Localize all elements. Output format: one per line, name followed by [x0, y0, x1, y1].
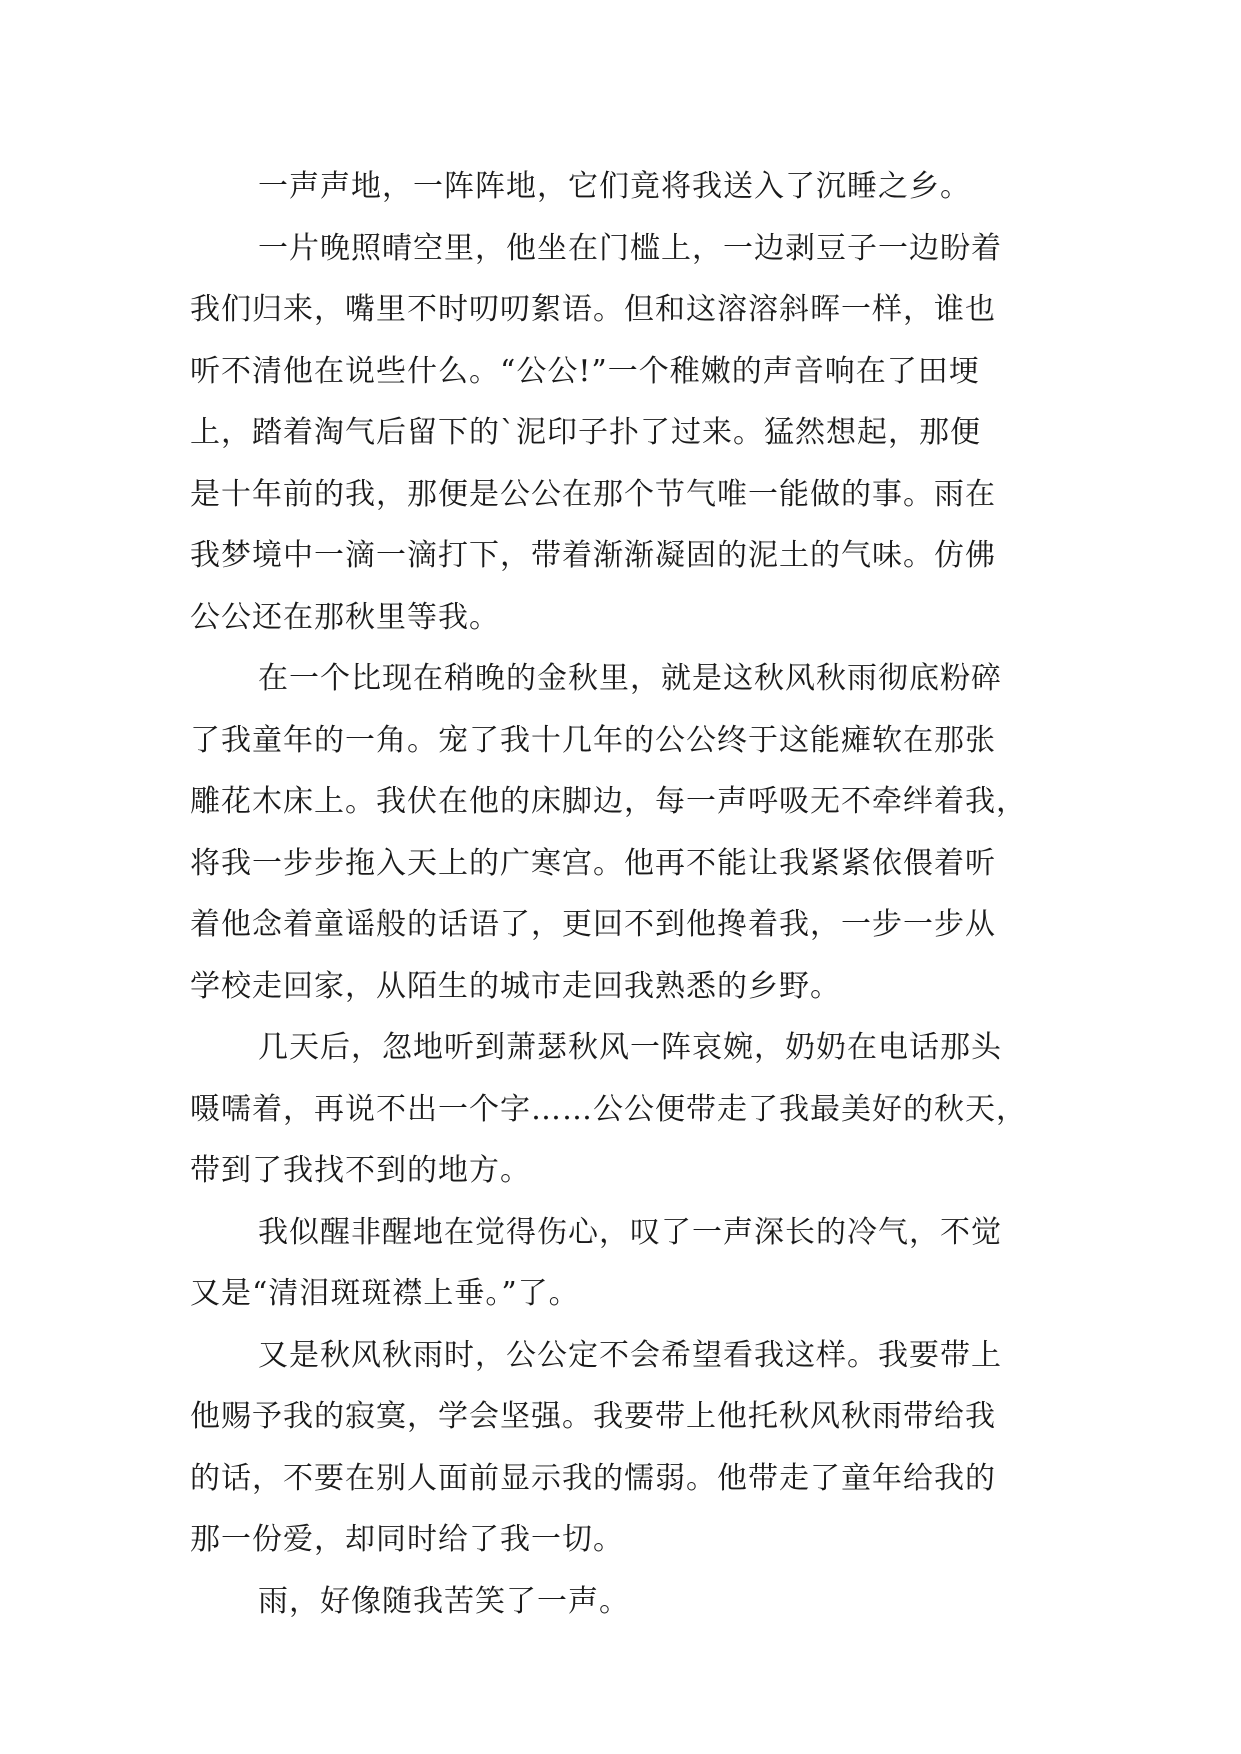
text-line: 听不清他在说些什么。“公公!”一个稚嫩的声音响在了田埂	[190, 353, 980, 389]
text-line: 嗫嚅着，再说不出一个字……公公便带走了我最美好的秋天，	[190, 1091, 1027, 1127]
text-line: 将我一步步拖入天上的广寒宫。他再不能让我紧紧依偎着听	[190, 845, 996, 881]
text-line: 又是“清泪斑斑襟上垂。”了。	[190, 1276, 580, 1311]
essay-body	[190, 156, 1050, 1632]
text-line: 他赐予我的寂寞，学会坚强。我要带上他托秋风秋雨带给我	[190, 1399, 996, 1434]
text-line: 我们归来，嘴里不时叨叨絮语。但和这溶溶斜晖一样，谁也	[190, 292, 996, 327]
text-line: 的话，不要在别人面前显示我的懦弱。他带走了童年给我的	[190, 1460, 996, 1496]
text-line: 又是秋风秋雨时，公公定不会希望看我这样。我要带上	[258, 1337, 1002, 1373]
text-line: 上，踏着淘气后留下的`泥印子扑了过来。猛然想起，那便	[190, 415, 981, 450]
text-line: 了我童年的一角。宠了我十几年的公公终于这能瘫软在那张	[190, 722, 996, 758]
text-line: 一声声地，一阵阵地，它们竟将我送入了沉睡之乡。	[258, 169, 971, 204]
text-line: 雨，好像随我苦笑了一声。	[258, 1583, 630, 1619]
text-line: 公公还在那秋里等我。	[190, 599, 500, 635]
text-line: 我梦境中一滴一滴打下，带着渐渐凝固的泥土的气味。仿佛	[190, 538, 996, 573]
text-line: 带到了我找不到的地方。	[190, 1153, 531, 1188]
text-line: 那一份爱，却同时给了我一切。	[190, 1522, 624, 1557]
text-line: 学校走回家，从陌生的城市走回我熟悉的乡野。	[190, 968, 841, 1004]
text-line: 是十年前的我，那便是公公在那个节气唯一能做的事。雨在	[190, 476, 996, 512]
text-line: 几天后，忽地听到萧瑟秋风一阵哀婉，奶奶在电话那头	[258, 1030, 1002, 1065]
text-line: 着他念着童谣般的话语了，更回不到他搀着我，一步一步从	[190, 907, 996, 942]
text-line: 一片晚照晴空里，他坐在门槛上，一边剥豆子一边盼着	[258, 230, 1002, 266]
text-line: 我似醒非醒地在觉得伤心，叹了一声深长的冷气，不觉	[258, 1214, 1002, 1250]
text-line: 在一个比现在稍晚的金秋里，就是这秋风秋雨彻底粉碎	[258, 661, 1002, 696]
text-line: 雕花木床上。我伏在他的床脚边，每一声呼吸无不牵绊着我，	[190, 784, 1027, 819]
